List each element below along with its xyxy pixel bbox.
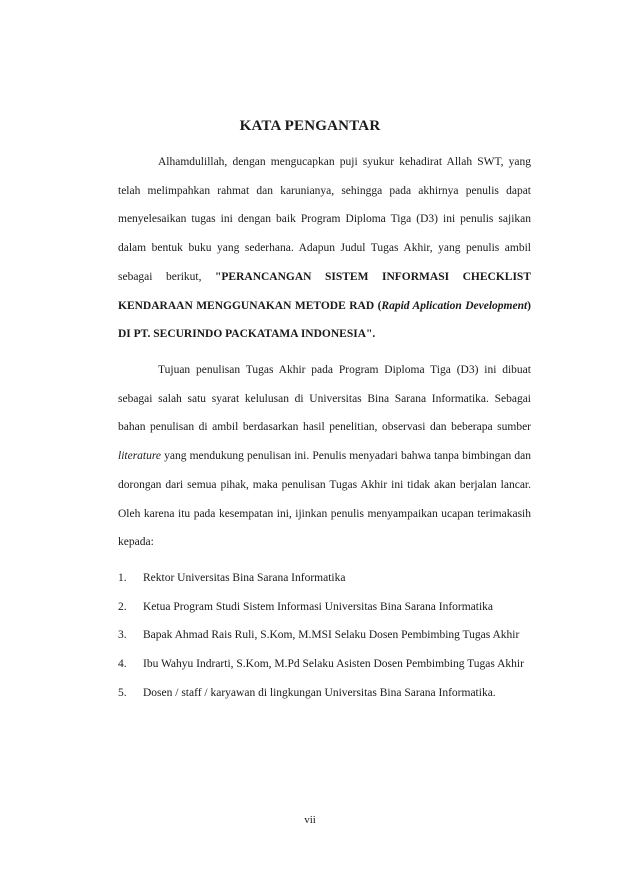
paragraph-intro-text: Alhamdulillah, dengan mengucapkan puji syukur kehadirat Allah SWT, yang telah melimpahkan rahmat dan karunianya, sehingga pada akhirnya penulis dapat menyelesaikan tugas ini dengan baik Program Diploma Tiga (D3) ini penulis sajikan dalam bentuk buku yang sederhana. Adapun Judul Tugas Akhir, yang penulis ambil sebagai berikut,	[118, 156, 531, 283]
thesis-title-italic: Rapid Aplication Development	[381, 299, 528, 312]
list-number: 3.	[118, 629, 127, 642]
list-text: Dosen / staff / karyawan di lingkungan Universitas Bina Sarana Informatika.	[143, 686, 496, 699]
literature-word: literature	[118, 450, 162, 463]
list-text: Ibu Wahyu Indrarti, S.Kom, M.Pd Selaku Asisten Dosen Pembimbing Tugas Akhir	[143, 658, 524, 671]
list-item	[118, 679, 531, 708]
list-item	[118, 564, 531, 593]
list-number: 5.	[118, 686, 127, 699]
list-number: 1.	[118, 572, 127, 584]
paragraph-intro	[118, 148, 531, 349]
paragraph-purpose-text-a: Tujuan penulisan Tugas Akhir pada Program Diploma Tiga (D3) ini dibuat sebagai salah satu syarat kelulusan di Universitas Bina Sarana Informatika. Sebagai bahan penulisan di ambil berdasarkan hasil penelitian, observasi dan beberapa sumber	[118, 364, 531, 434]
list-text: Ketua Program Studi Sistem Informasi Universitas Bina Sarana Informatika	[143, 600, 494, 613]
list-item	[118, 621, 531, 650]
paragraph-purpose	[118, 356, 531, 557]
list-number: 4.	[118, 658, 127, 671]
list-number: 2.	[118, 600, 127, 613]
acknowledgement-list	[118, 564, 531, 708]
paragraph-purpose-text-b: yang mendukung penulisan ini. Penulis menyadari bahwa tanpa bimbingan dan dorongan dari semua pihak, maka penulisan Tugas Akhir ini tidak akan berjalan lancar. Oleh karena itu pada kesempatan ini, ijinkan penulis menyampaikan ucapan terimakasih kepada:	[118, 450, 531, 549]
thesis-title: "PERANCANGAN SISTEM INFORMASI CHECKLIST KENDARAAN MENGGUNAKAN METODE RAD (	[118, 270, 531, 312]
list-item	[118, 650, 531, 679]
page-title: KATA PENGANTAR	[239, 118, 381, 134]
list-item	[118, 593, 531, 622]
list-text: Bapak Ahmad Rais Ruli, S.Kom, M.MSI Selaku Dosen Pembimbing Tugas Akhir	[143, 629, 520, 642]
thesis-title-end: ) DI PT. SECURINDO PACKATAMA INDONESIA".	[118, 299, 531, 341]
page-number: vii	[304, 814, 316, 826]
list-text: Rektor Universitas Bina Sarana Informatika	[143, 572, 346, 584]
